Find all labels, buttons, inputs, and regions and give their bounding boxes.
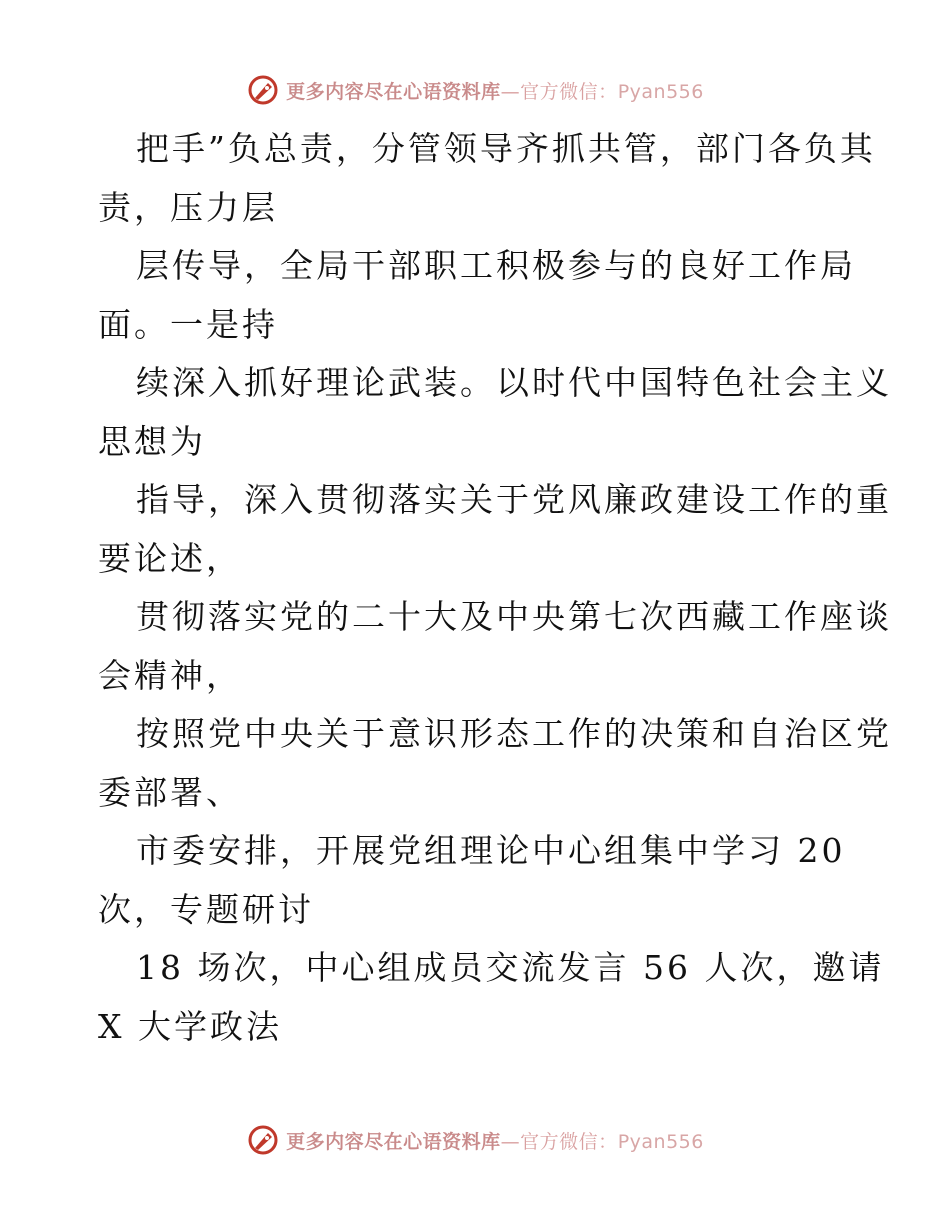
watermark-account-label: 官方微信：: [520, 80, 618, 103]
text-line: 思想为: [98, 421, 206, 461]
text-line: 18 场次，中心组成员交流发言 56 人次，邀请: [136, 948, 885, 987]
text-line: 把手”负总责，分管领导齐抓共管，部门各负其: [136, 129, 876, 168]
text-line: 贯彻落实党的二十大及中央第七次西藏工作座谈: [136, 597, 892, 636]
text-line: 市委安排，开展党组理论中心组集中学习 20: [136, 831, 846, 870]
watermark-brand: 更多内容尽在心语资料库: [286, 1130, 501, 1153]
pen-nib-logo-icon: [246, 1123, 280, 1157]
text-line: 要论述，: [98, 538, 242, 578]
watermark-brand: 更多内容尽在心语资料库: [286, 80, 501, 103]
watermark-account-label: 官方微信：: [520, 1130, 618, 1153]
footer-watermark: [0, 1120, 950, 1160]
watermark-account-id: Pyan556: [617, 80, 704, 103]
text-line: 指导，深入贯彻落实关于党风廉政建设工作的重: [136, 480, 892, 519]
text-line: 面。一是持: [98, 304, 278, 344]
text-line: X 大学政法: [98, 1006, 282, 1046]
watermark-account-id: Pyan556: [617, 1130, 704, 1153]
text-line: 会精神，: [98, 655, 242, 695]
document-body: [98, 120, 892, 1056]
text-line: 委部署、: [98, 772, 242, 812]
text-line: 次，专题研讨: [98, 889, 314, 929]
header-watermark: [0, 70, 950, 110]
pen-nib-logo-icon: [246, 73, 280, 107]
text-line: 责，压力层: [98, 187, 278, 227]
watermark-separator: —: [500, 80, 521, 103]
watermark-separator: —: [500, 1130, 521, 1153]
text-line: 按照党中央关于意识形态工作的决策和自治区党: [136, 714, 892, 753]
text-line: 层传导，全局干部职工积极参与的良好工作局: [136, 246, 856, 285]
text-line: 续深入抓好理论武装。以时代中国特色社会主义: [136, 363, 892, 402]
